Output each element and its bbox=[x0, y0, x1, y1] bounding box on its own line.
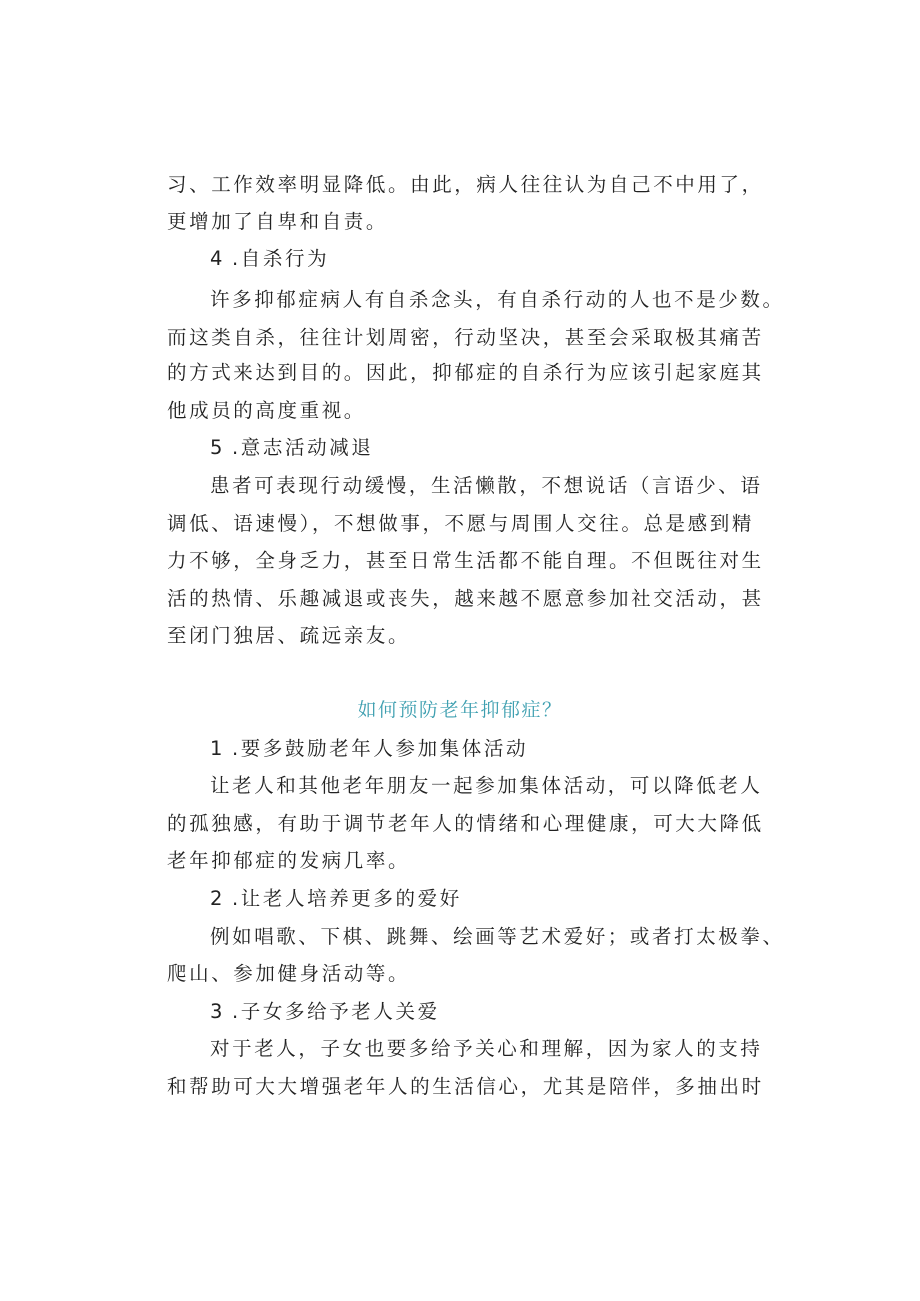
item-2-heading bbox=[210, 886, 462, 912]
item-4-heading bbox=[210, 246, 329, 272]
paragraph-line: 患者可表现行动缓慢，生活懒散，不想说话（言语少、语 bbox=[210, 474, 763, 497]
paragraph-line: 和帮助可大大增强老年人的生活信心，尤其是陪伴，多抽出时 bbox=[167, 1075, 764, 1098]
paragraph-line: 让老人和其他老年朋友一起参加集体活动，可以降低老人 bbox=[210, 774, 763, 797]
item-number: 3 bbox=[210, 1000, 226, 1023]
item-title: .意志活动减退 bbox=[232, 436, 374, 459]
item-title: .要多鼓励老年人参加集体活动 bbox=[232, 737, 529, 760]
item-1-heading bbox=[210, 736, 528, 762]
item-title: .让老人培养更多的爱好 bbox=[232, 887, 462, 910]
paragraph-line: 活的热情、乐趣减退或丧失，越来越不愿意参加社交活动，甚 bbox=[167, 587, 764, 610]
item-3-heading bbox=[210, 999, 440, 1025]
paragraph-line: 对于老人，子女也要多给予关心和理解，因为家人的支持 bbox=[210, 1037, 763, 1060]
paragraph-line: 例如唱歌、下棋、跳舞、绘画等艺术爱好；或者打太极拳、 bbox=[210, 925, 785, 948]
paragraph-line: 老年抑郁症的发病几率。 bbox=[167, 849, 411, 872]
paragraph-line: 调低、语速慢），不想做事，不愿与周围人交往。总是感到精 bbox=[167, 512, 754, 535]
item-title: .自杀行为 bbox=[232, 247, 330, 270]
paragraph-line: 而这类自杀，往往计划周密，行动坚决，甚至会采取极其痛苦 bbox=[167, 326, 764, 349]
paragraph-line: 的方式来达到目的。因此，抑郁症的自杀行为应该引起家庭其 bbox=[167, 361, 764, 384]
item-5-heading bbox=[210, 435, 373, 461]
item-number: 4 bbox=[210, 247, 226, 270]
paragraph-line: 的孤独感，有助于调节老年人的情绪和心理健康，可大大降低 bbox=[167, 812, 764, 835]
paragraph-line: 力不够，全身乏力，甚至日常生活都不能自理。不但既往对生 bbox=[167, 549, 764, 572]
paragraph-line: 他成员的高度重视。 bbox=[167, 399, 366, 422]
paragraph-line: 习、工作效率明显降低。由此，病人往往认为自己不中用了， bbox=[167, 173, 764, 196]
item-number: 5 bbox=[210, 436, 226, 459]
item-title: .子女多给予老人关爱 bbox=[232, 1000, 440, 1023]
section-heading: 如何预防老年抑郁症？ bbox=[357, 699, 563, 721]
item-number: 1 bbox=[210, 737, 226, 760]
item-number: 2 bbox=[210, 887, 226, 910]
paragraph-line: 爬山、参加健身活动等。 bbox=[167, 962, 411, 985]
paragraph-line: 更增加了自卑和自责。 bbox=[167, 210, 389, 233]
paragraph-line: 至闭门独居、疏远亲友。 bbox=[167, 624, 411, 647]
paragraph-line: 许多抑郁症病人有自杀念头，有自杀行动的人也不是少数。 bbox=[210, 288, 785, 311]
